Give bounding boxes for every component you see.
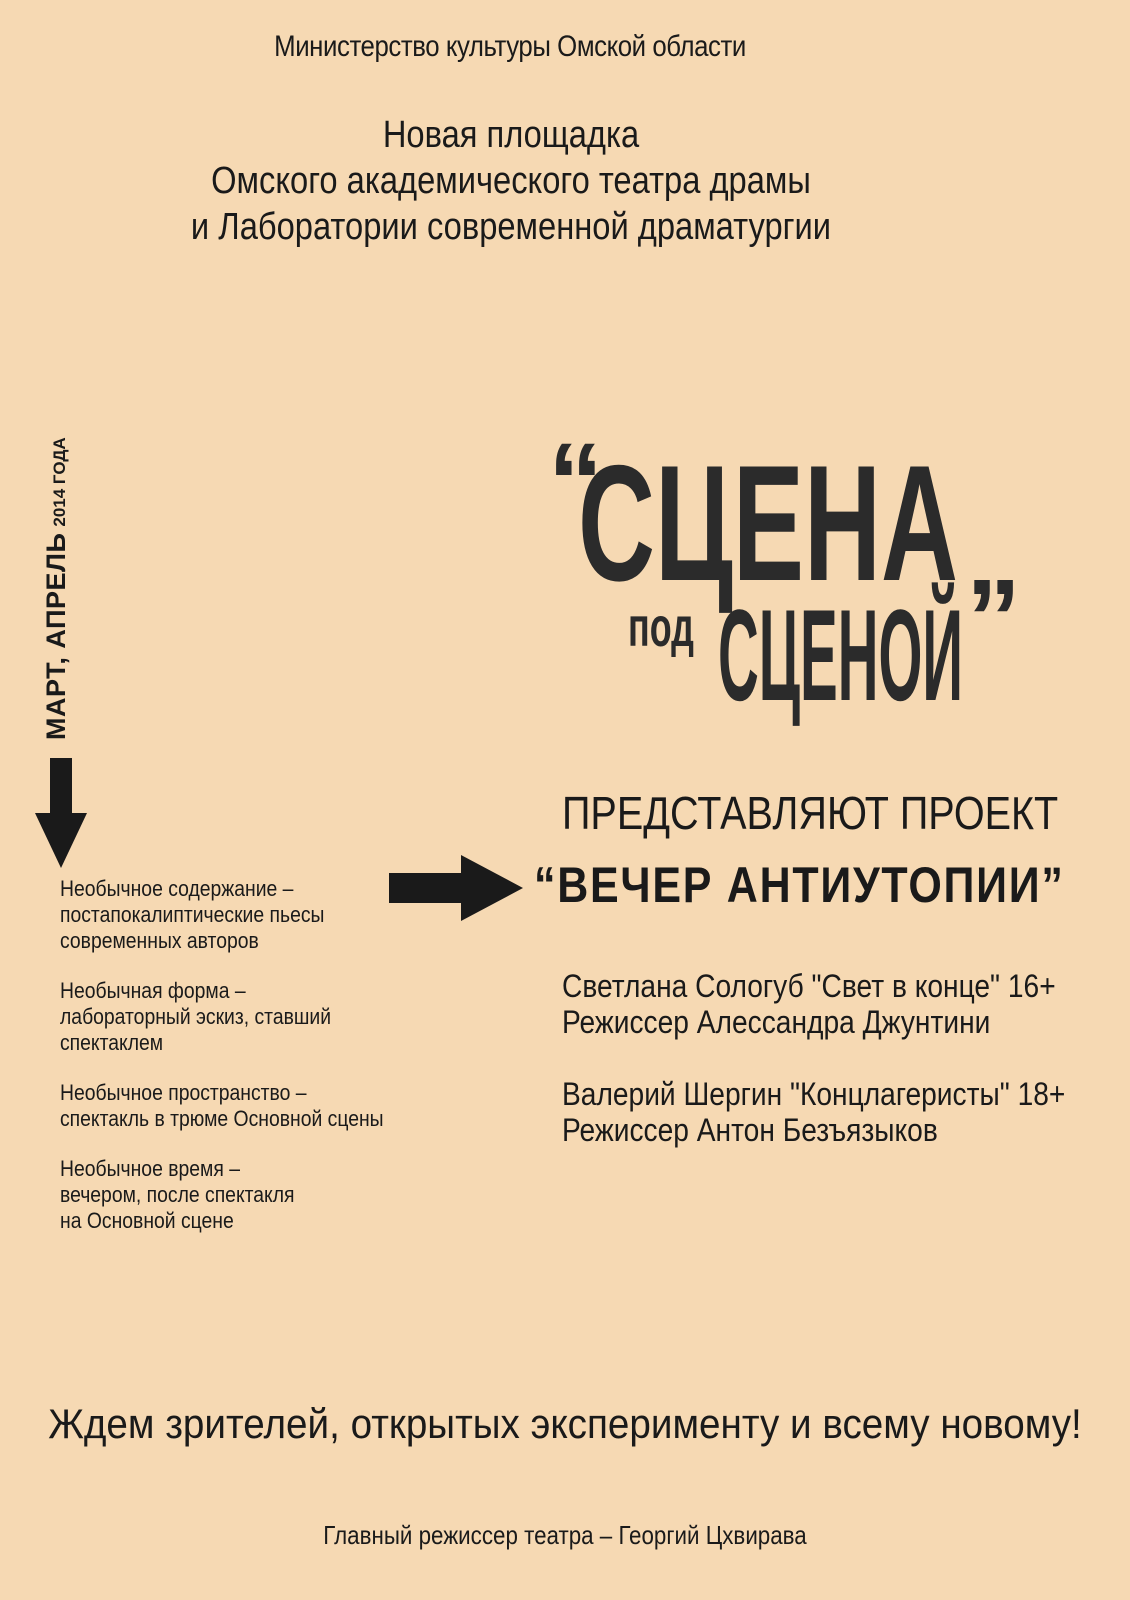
feature-line: спектакль в трюме Основной сцены bbox=[60, 1106, 384, 1131]
feature-line: современных авторов bbox=[60, 928, 259, 953]
play-title-line: Светлана Сологуб "Свет в конце" 16+ bbox=[562, 968, 1056, 1004]
venue-line: и Лаборатории современной драматургии bbox=[190, 206, 832, 248]
feature-line: лабораторный эскиз, ставший bbox=[60, 1004, 332, 1029]
feature-line: Необычное пространство – bbox=[60, 1080, 307, 1105]
logo-open-quote: “ bbox=[548, 421, 603, 544]
feature-line: Необычное содержание – bbox=[60, 876, 294, 901]
project-logo bbox=[548, 420, 1048, 730]
chief-director-credit: Главный режиссер театра – Георгий Цхвирава bbox=[323, 1520, 807, 1550]
play-title-line: Валерий Шергин "Концлагеристы" 18+ bbox=[562, 1076, 1066, 1112]
play-entry bbox=[562, 1076, 1065, 1148]
play-director-line: Режиссер Алессандра Джунтини bbox=[562, 1004, 991, 1040]
date-year: 2014 ГОДА bbox=[50, 437, 69, 527]
logo-close-quote: ” bbox=[966, 557, 1021, 680]
venue-heading bbox=[72, 112, 951, 250]
venue-line: Новая площадка bbox=[382, 114, 640, 156]
feature-line: спектаклем bbox=[60, 1030, 164, 1055]
feature-line: постапокалиптические пьесы bbox=[60, 902, 325, 927]
vertical-date-label bbox=[41, 437, 72, 740]
feature-item bbox=[60, 978, 447, 1056]
play-entry bbox=[562, 968, 1056, 1040]
venue-line: Омского академического театра драмы bbox=[211, 160, 811, 202]
presents-heading: ПРЕДСТАВЛЯЮТ ПРОЕКТ bbox=[562, 787, 1059, 839]
arrow-down-icon bbox=[35, 758, 87, 868]
feature-line: на Основной сцене bbox=[60, 1208, 234, 1233]
tagline: Ждем зрителей, открытых эксперименту и всему новому! bbox=[48, 1400, 1082, 1447]
feature-list bbox=[60, 876, 500, 1258]
ministry-heading: Министерство культуры Омской области bbox=[274, 30, 746, 63]
date-months: МАРТ, АПРЕЛЬ bbox=[41, 532, 71, 740]
project-title: “ВЕЧЕР АНТИУТОПИИ” bbox=[534, 857, 1065, 913]
feature-line: Необычная форма – bbox=[60, 978, 246, 1003]
feature-line: вечером, после спектакля bbox=[60, 1182, 295, 1207]
play-director-line: Режиссер Антон Безъязыков bbox=[562, 1112, 938, 1148]
feature-item bbox=[60, 876, 447, 954]
feature-item bbox=[60, 1080, 447, 1132]
feature-item bbox=[60, 1156, 447, 1234]
logo-word-scena: СЦЕНА bbox=[578, 431, 958, 615]
feature-line: Необычное время – bbox=[60, 1156, 240, 1181]
logo-word-scenoy: СЦЕНОЙ bbox=[718, 582, 963, 728]
logo-word-pod: под bbox=[628, 595, 694, 658]
